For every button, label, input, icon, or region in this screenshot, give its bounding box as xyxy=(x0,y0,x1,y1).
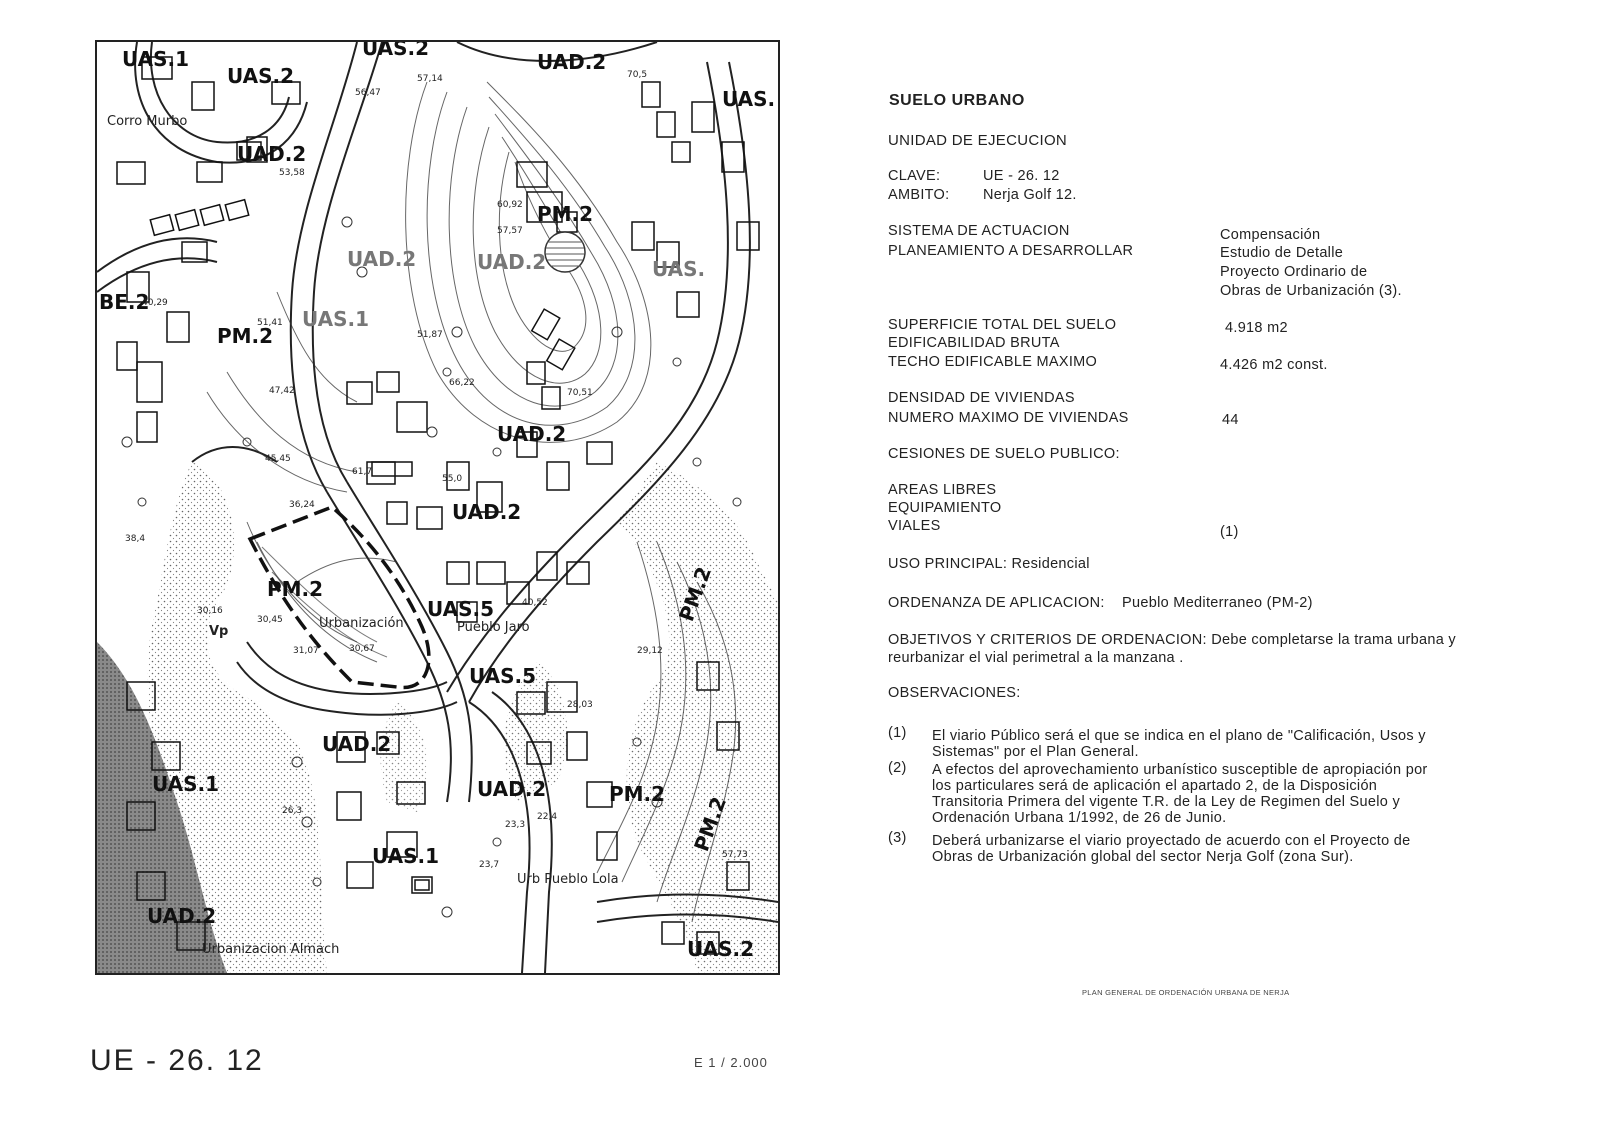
section-subtitle: UNIDAD DE EJECUCION xyxy=(888,132,1068,149)
elevation-label: 53,58 xyxy=(279,168,305,178)
clave-label: CLAVE: xyxy=(888,168,941,184)
zone-label: UAD.2 xyxy=(452,500,522,524)
elevation-label: 23,7 xyxy=(479,860,500,870)
elevation-label: 60,92 xyxy=(497,200,523,210)
zone-label: UAD.2 xyxy=(322,732,392,756)
sheet-code: UE - 26. 12 xyxy=(90,1044,264,1077)
elevation-label: 66,22 xyxy=(449,378,475,388)
ambito-value: Nerja Golf 12. xyxy=(983,187,1077,203)
uso-principal xyxy=(888,556,1090,572)
zone-label: UAS.5 xyxy=(427,597,495,621)
zone-label: UAS.2 xyxy=(227,64,295,88)
densidad-label: DENSIDAD DE VIVIENDAS xyxy=(888,390,1075,406)
ordenanza-value: Pueblo Mediterraneo (PM-2) xyxy=(1122,595,1313,611)
elevation-label: 40,52 xyxy=(522,598,548,608)
ordenanza xyxy=(888,595,1313,611)
elevation-label: 56,47 xyxy=(355,88,381,98)
zone-label: UAS.1 xyxy=(302,307,370,331)
zone-label: UAS. xyxy=(722,87,776,111)
observacion-line: A efectos del aprovechamiento urbanístico susceptible de apropiación por xyxy=(932,762,1428,778)
zone-label: UAS.5 xyxy=(469,664,537,688)
elevation-label: 30,45 xyxy=(257,615,283,625)
place-label: Urbanizacion Almach xyxy=(202,942,340,957)
place-label: Corro Murbo xyxy=(107,114,188,129)
place-label: Urb Pueblo Lola xyxy=(517,872,619,887)
ordenanza-label: ORDENANZA DE APLICACION: xyxy=(888,595,1105,611)
elevation-label: 51,87 xyxy=(417,330,443,340)
zone-label: PM.2 xyxy=(609,782,666,806)
elevation-label: 30,16 xyxy=(197,606,223,616)
ambito-label: AMBITO: xyxy=(888,187,950,203)
place-label: Urbanización xyxy=(319,616,404,631)
zone-label: UAS.1 xyxy=(122,47,190,71)
objetivos-line xyxy=(888,632,1456,648)
place-label: Pueblo Jaro xyxy=(457,620,530,635)
observacion-line: los particulares será de aplicación el apartado 2, de la Disposición xyxy=(932,778,1378,794)
elevation-label: 38,4 xyxy=(125,534,146,544)
zone-label: PM.2 xyxy=(674,563,716,625)
observaciones-title: OBSERVACIONES: xyxy=(888,685,1021,701)
elevation-label: 57,73 xyxy=(722,850,748,860)
superficie-value: 4.918 m2 xyxy=(1225,320,1288,336)
elevation-label: 47,42 xyxy=(269,386,295,396)
planeamiento-value: Estudio de Detalle xyxy=(1220,245,1344,261)
objetivos-text-2: reurbanizar el vial perimetral a la manzana . xyxy=(888,650,1184,666)
elevation-label: 70,51 xyxy=(567,388,593,398)
observacion-line: El viario Público será el que se indica en el plano de "Calificación, Usos y xyxy=(932,728,1426,744)
techo-value: 4.426 m2 const. xyxy=(1220,357,1328,373)
elevation-label: 29,12 xyxy=(637,646,663,656)
observacion-line: Sistemas" por el Plan General. xyxy=(932,744,1139,760)
elevation-label: 70,5 xyxy=(627,70,648,80)
numero-viviendas-value: 44 xyxy=(1222,412,1239,428)
zone-label: UAD.2 xyxy=(477,250,547,274)
zone-label: UAS. xyxy=(652,257,706,281)
observacion-number: (2) xyxy=(888,760,907,776)
uso-label: USO PRINCIPAL: xyxy=(888,556,1008,572)
planeamiento-value: Proyecto Ordinario de xyxy=(1220,264,1368,280)
elevation-label: 36,24 xyxy=(289,500,315,510)
zone-label: UAD.2 xyxy=(347,247,417,271)
elevation-label: 40,29 xyxy=(142,298,168,308)
elevation-label: 55,0 xyxy=(442,474,463,484)
zone-label: UAS.1 xyxy=(372,844,440,868)
map-drawing xyxy=(97,42,778,973)
zone-label: UAD.2 xyxy=(537,50,607,74)
place-label: Vp xyxy=(209,624,229,639)
uso-value: Residencial xyxy=(1011,556,1090,572)
observacion-line: Deberá urbanizarse el viario proyectado de acuerdo con el Proyecto de xyxy=(932,833,1411,849)
objetivos-text: Debe completarse la trama urbana y xyxy=(1211,632,1456,648)
viales-value: (1) xyxy=(1220,524,1239,540)
plan-footer: PLAN GENERAL DE ORDENACIÓN URBANA DE NERJA xyxy=(1082,988,1290,997)
sistema-value: Compensación xyxy=(1220,227,1321,243)
elevation-label: 23,3 xyxy=(505,820,526,830)
sistema-label: SISTEMA DE ACTUACION xyxy=(888,223,1070,239)
elevation-label: 57,14 xyxy=(417,74,443,84)
elevation-label: 30,67 xyxy=(349,644,375,654)
zone-label: UAS.2 xyxy=(362,40,430,60)
observacion-number: (1) xyxy=(888,725,907,741)
elevation-label: 31,07 xyxy=(293,646,319,656)
observacion-number: (3) xyxy=(888,830,907,846)
observacion-line: Obras de Urbanización global del sector Nerja Golf (zona Sur). xyxy=(932,849,1354,865)
areas-libres-label: AREAS LIBRES xyxy=(888,482,997,498)
elevation-label: 26,3 xyxy=(282,806,303,816)
elevation-label: 51,41 xyxy=(257,318,283,328)
scale-label: E 1 / 2.000 xyxy=(694,1055,768,1070)
planeamiento-label: PLANEAMIENTO A DESARROLLAR xyxy=(888,243,1134,259)
equipamiento-label: EQUIPAMIENTO xyxy=(888,500,1002,516)
site-plan-map xyxy=(95,40,780,975)
planeamiento-value: Obras de Urbanización (3). xyxy=(1220,283,1402,299)
zone-label: UAS.2 xyxy=(687,937,755,961)
observacion-line: Transitoria Primera del vigente T.R. de la Ley de Regimen del Suelo y xyxy=(932,794,1401,810)
zone-label: UAD.2 xyxy=(497,422,567,446)
zone-label: PM.2 xyxy=(267,577,324,601)
zone-label: PM.2 xyxy=(537,202,594,226)
elevation-label: 22,4 xyxy=(537,812,558,822)
clave-value: UE - 26. 12 xyxy=(983,168,1060,184)
objetivos-label: OBJETIVOS Y CRITERIOS DE ORDENACION: xyxy=(888,632,1207,648)
zone-label: UAD.2 xyxy=(237,142,307,166)
elevation-label: 57,57 xyxy=(497,226,523,236)
superficie-label: SUPERFICIE TOTAL DEL SUELO xyxy=(888,317,1117,333)
zone-label: PM.2 xyxy=(689,793,731,855)
cesiones-title: CESIONES DE SUELO PUBLICO: xyxy=(888,446,1120,462)
viales-label: VIALES xyxy=(888,518,941,534)
zone-label: UAS.1 xyxy=(152,772,220,796)
edificabilidad-label: EDIFICABILIDAD BRUTA xyxy=(888,335,1060,351)
zone-label: UAD.2 xyxy=(477,777,547,801)
zone-label: PM.2 xyxy=(217,324,274,348)
observacion-line: Ordenación Urbana 1/1992, de 26 de Junio. xyxy=(932,810,1227,826)
elevation-label: 28,03 xyxy=(567,700,593,710)
section-title: SUELO URBANO xyxy=(889,92,1025,109)
zone-label: BE.2 xyxy=(99,290,150,314)
numero-viviendas-label: NUMERO MAXIMO DE VIVIENDAS xyxy=(888,410,1129,426)
techo-label: TECHO EDIFICABLE MAXIMO xyxy=(888,354,1098,370)
zone-label: UAD.2 xyxy=(147,904,217,928)
elevation-label: 45,45 xyxy=(265,454,291,464)
elevation-label: 61,7 xyxy=(352,467,373,477)
